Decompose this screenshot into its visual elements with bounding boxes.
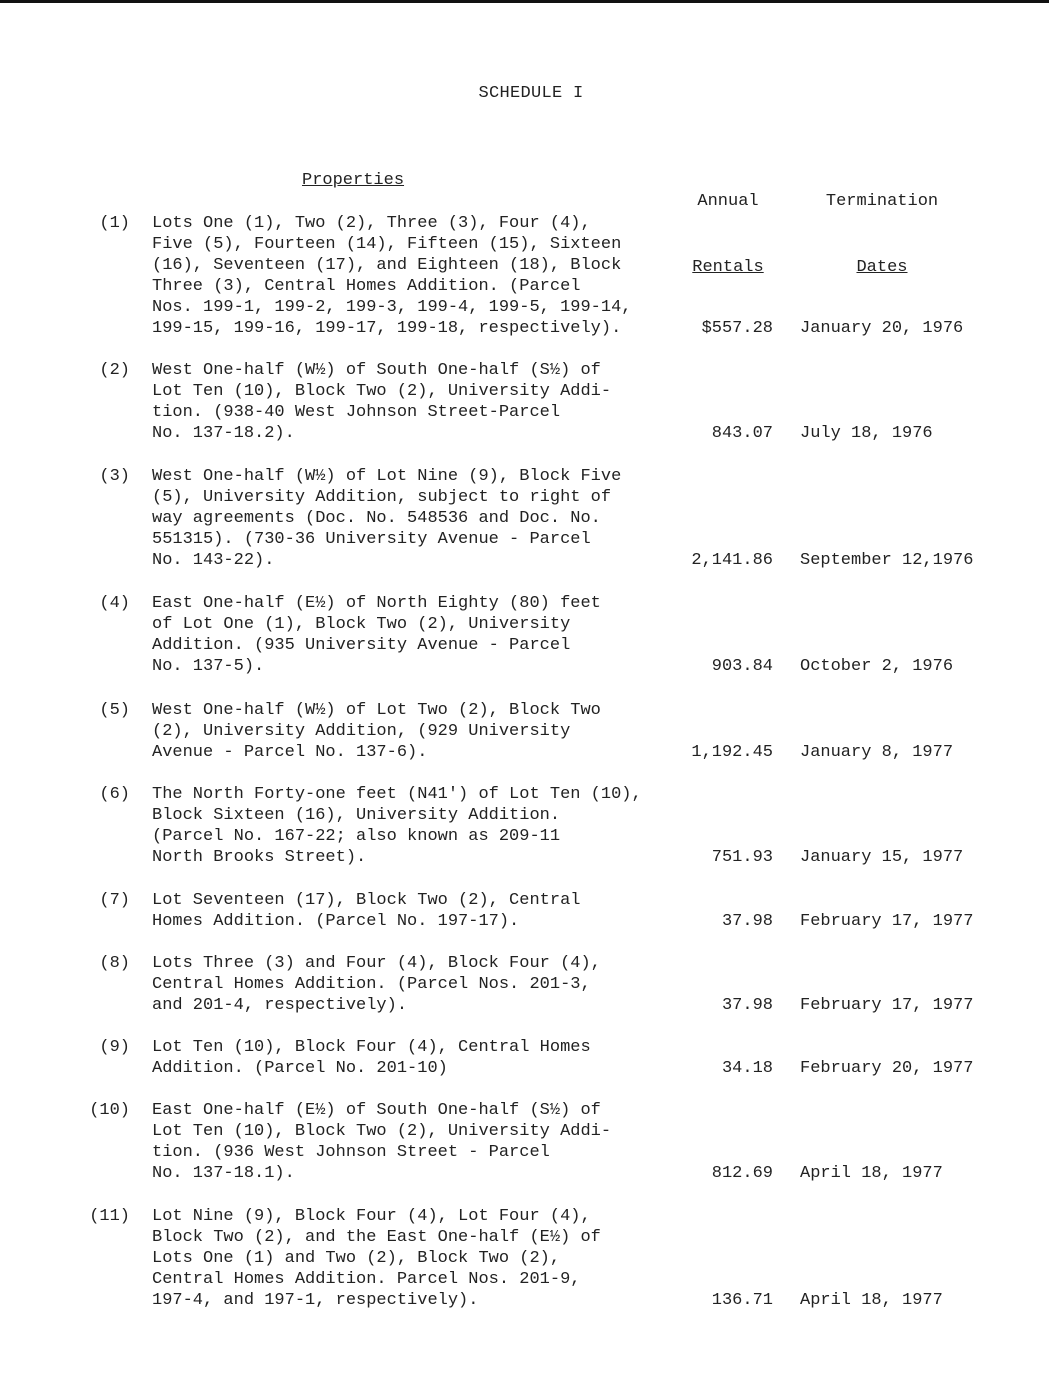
item-annual-rental: 37.98 — [721, 912, 773, 931]
item-description: Lot Nine (9), Block Four (4), Lot Four (4), Block Two (2), and the East One-half (E½) of Lots One (1) and Two (2), Block Two (2), Central Homes Addition. Parcel Nos. 201-9, 197-4, and 197-1, respectively). — [152, 1207, 601, 1310]
item-termination-date: February 17, 1977 — [800, 912, 974, 931]
item-annual-rental: 37.98 — [721, 996, 773, 1015]
item-description: Lots Three (3) and Four (4), Block Four (4), Central Homes Addition. (Parcel Nos. 201-3, and 201-4, respectively). — [152, 954, 601, 1015]
termination-header-line: Termination — [825, 192, 939, 211]
item-annual-rental: 751.93 — [711, 848, 773, 867]
item-description: West One-half (W½) of Lot Two (2), Block Two (2), University Addition, (929 University Avenue - Parcel No. 137-6). — [152, 701, 601, 762]
item-termination-date: April 18, 1977 — [800, 1291, 943, 1310]
item-description: East One-half (E½) of South One-half (S½) of Lot Ten (10), Block Two (2), University Addi- tion. (936 West Johnson Street - Parcel No. 137-18.1). — [152, 1101, 612, 1183]
item-description: Lot Seventeen (17), Block Two (2), Central Homes Addition. (Parcel No. 197-17). — [152, 891, 581, 931]
item-number: (6) — [99, 785, 130, 804]
item-termination-date: July 18, 1976 — [800, 424, 933, 443]
dates-header-line: Dates — [856, 258, 908, 277]
item-termination-date: February 20, 1977 — [800, 1059, 974, 1078]
rentals-header-line: Rentals — [692, 258, 764, 277]
item-annual-rental: 136.71 — [711, 1291, 773, 1310]
item-annual-rental: 34.18 — [721, 1059, 773, 1078]
item-number: (9) — [99, 1038, 130, 1057]
item-number: (1) — [99, 214, 130, 233]
item-termination-date: February 17, 1977 — [800, 996, 974, 1015]
schedule-title: SCHEDULE I — [478, 84, 584, 103]
item-termination-date: January 20, 1976 — [800, 319, 964, 338]
item-description: Lot Ten (10), Block Four (4), Central Homes Addition. (Parcel No. 201-10) — [152, 1038, 591, 1078]
item-annual-rental: 903.84 — [711, 657, 773, 676]
item-number: (2) — [99, 361, 130, 380]
item-description: West One-half (W½) of Lot Nine (9), Block Five (5), University Addition, subject to right of way agreements (Doc. No. 548536 and Doc. No. 551315). (730-36 University Avenue - Parcel No. 143-22). — [152, 467, 622, 570]
item-annual-rental: $557.28 — [701, 319, 773, 338]
item-termination-date: September 12,1976 — [800, 551, 974, 570]
item-description: East One-half (E½) of North Eighty (80) feet of Lot One (1), Block Two (2), University Addition. (935 University Avenue - Parcel No. 137-5). — [152, 594, 601, 676]
item-description: West One-half (W½) of South One-half (S½) of Lot Ten (10), Block Two (2), University Addi- tion. (938-40 West Johnson Street-Parcel No. 137-18.2). — [152, 361, 612, 443]
item-number: (7) — [99, 891, 130, 910]
item-termination-date: April 18, 1977 — [800, 1164, 943, 1183]
item-termination-date: January 15, 1977 — [800, 848, 964, 867]
item-termination-date: October 2, 1976 — [800, 657, 954, 676]
item-number: (11) — [89, 1207, 130, 1226]
item-annual-rental: 2,141.86 — [691, 551, 773, 570]
item-termination-date: January 8, 1977 — [800, 743, 954, 762]
top-border-rule — [0, 0, 1049, 3]
item-number: (3) — [99, 467, 130, 486]
annual-header-line: Annual — [697, 192, 759, 211]
item-annual-rental: 812.69 — [711, 1164, 773, 1183]
item-description: The North Forty-one feet (N41') of Lot Ten (10), Block Sixteen (16), University Addition. (Parcel No. 167-22; also known as 209-11 North Brooks Street). — [152, 785, 642, 867]
item-number: (4) — [99, 594, 130, 613]
item-number: (5) — [99, 701, 130, 720]
annual-rentals-header — [688, 147, 768, 301]
item-annual-rental: 843.07 — [711, 424, 773, 443]
item-description: Lots One (1), Two (2), Three (3), Four (4), Five (5), Fourteen (14), Fifteen (15), Sixteen (16), Seventeen (17), and Eighteen (18), Block Three (3), Central Homes Addition. (Parcel Nos. 199-1, 199-2, 199-3, 199-4, 199-5, 199-14, 199-15, 199-16, 199-17, 199-18, respectively). — [152, 214, 632, 338]
termination-dates-header — [820, 147, 944, 301]
item-annual-rental: 1,192.45 — [691, 743, 773, 762]
item-number: (10) — [89, 1101, 130, 1120]
item-number: (8) — [99, 954, 130, 973]
properties-header: Properties — [302, 171, 405, 190]
